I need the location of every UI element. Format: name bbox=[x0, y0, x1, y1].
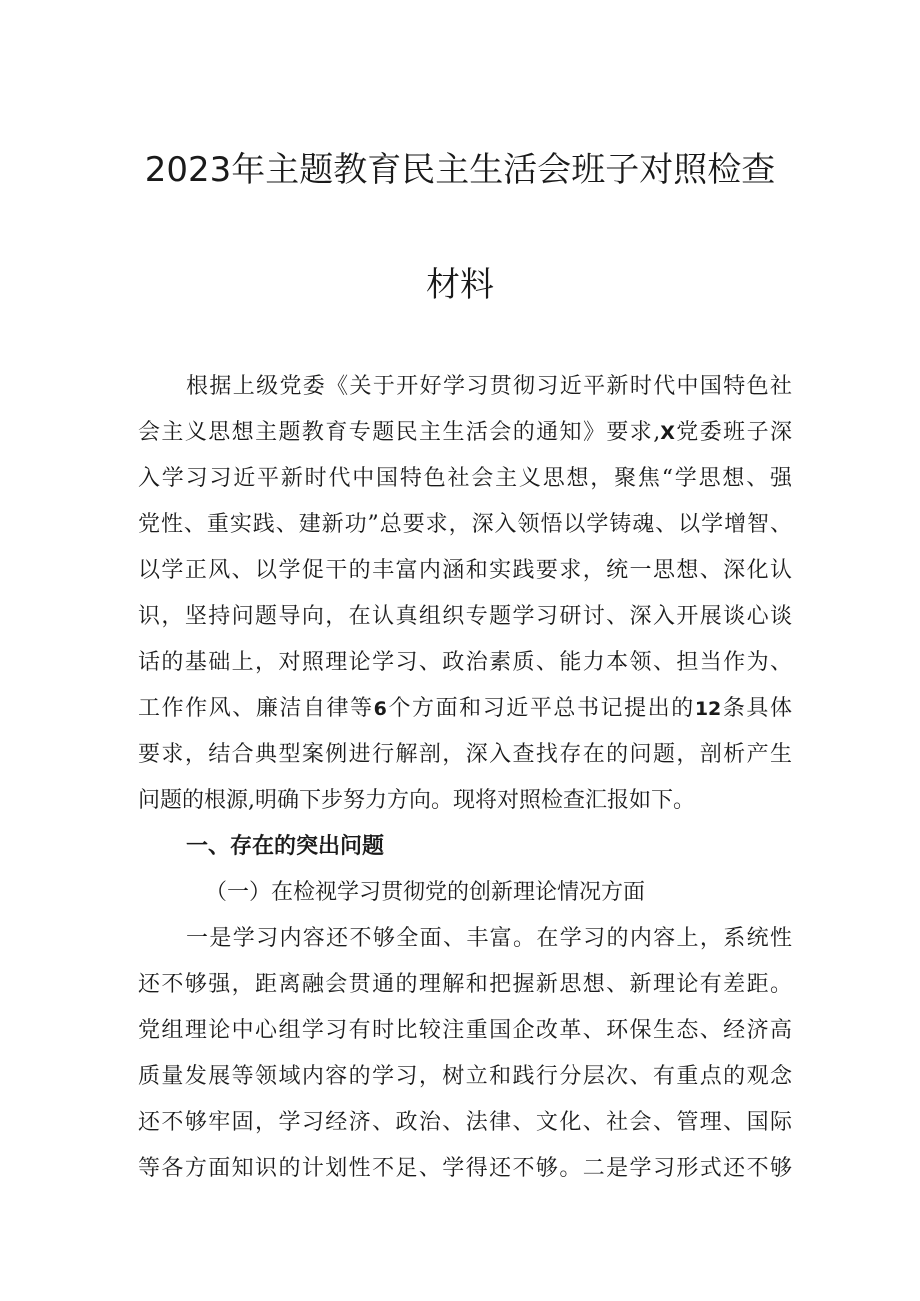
subsection-1-heading: （一）在检视学习贯彻党的创新理论情况方面 bbox=[205, 880, 646, 905]
intro-line-8-text-c: 个方面和习近平总书记提出的 bbox=[386, 696, 695, 721]
intro-line-8-num-6: 6 bbox=[373, 698, 387, 720]
body-line-4: 质量发展等领域内容的学习，树立和践行分层次、有重点的观念 bbox=[138, 1064, 792, 1089]
body-line-5: 还不够牢固，学习经济、政治、法律、文化、社会、管理、国际 bbox=[138, 1110, 792, 1135]
intro-line-1: 根据上级党委《关于开好学习贯彻习近平新时代中国特色社 bbox=[186, 374, 792, 399]
body-line-3: 党组理论中心组学习有时比较注重国企改革、环保生态、经济高 bbox=[138, 1018, 792, 1043]
intro-line-2 bbox=[138, 418, 792, 448]
document-title-line-2: 材料 bbox=[426, 265, 494, 305]
section-1-heading: 一、存在的突出问题 bbox=[186, 834, 385, 859]
intro-line-9: 要求，结合典型案例进行解剖，深入查找存在的问题，剖析产生 bbox=[138, 742, 792, 767]
intro-line-4: 党性、重实践、建新功”总要求，深入领悟以学铸魂、以学增智、 bbox=[138, 512, 792, 537]
intro-line-2-text-c: 党委班子深 bbox=[674, 420, 792, 445]
intro-line-8-num-12: 12 bbox=[694, 698, 722, 720]
body-line-1: 一是学习内容还不够全面、丰富。在学习的内容上，系统性 bbox=[186, 926, 792, 951]
intro-line-5: 以学正风、以学促干的丰富内涵和实践要求，统一思想、深化认 bbox=[138, 558, 792, 583]
body-line-2: 还不够强，距离融会贯通的理解和把握新思想、新理论有差距。 bbox=[138, 972, 792, 997]
intro-line-3: 入学习习近平新时代中国特色社会主义思想，聚焦“学思想、强 bbox=[138, 466, 792, 491]
intro-line-6: 识，坚持问题导向，在认真组织专题学习研讨、深入开展谈心谈 bbox=[138, 604, 792, 629]
intro-line-8 bbox=[138, 694, 792, 724]
intro-line-8-text-a: 工作作风、廉洁自律等 bbox=[138, 696, 374, 721]
intro-line-10: 问题的根源,明确下步努力方向。现将对照检查汇报如下。 bbox=[138, 788, 695, 813]
intro-line-8-text-e: 条具体 bbox=[721, 696, 792, 721]
intro-line-7: 话的基础上，对照理论学习、政治素质、能力本领、担当作为、 bbox=[138, 650, 792, 675]
body-line-6: 等各方面知识的计划性不足、学得还不够。二是学习形式还不够 bbox=[138, 1156, 792, 1181]
intro-line-2-text-a: 会主义思想主题教育专题民主生活会的通知》要求, bbox=[138, 420, 661, 445]
intro-line-2-org-x: X bbox=[660, 422, 675, 444]
document-title-line-1: 2023年主题教育民主生活会班子对照检查 bbox=[144, 150, 776, 190]
